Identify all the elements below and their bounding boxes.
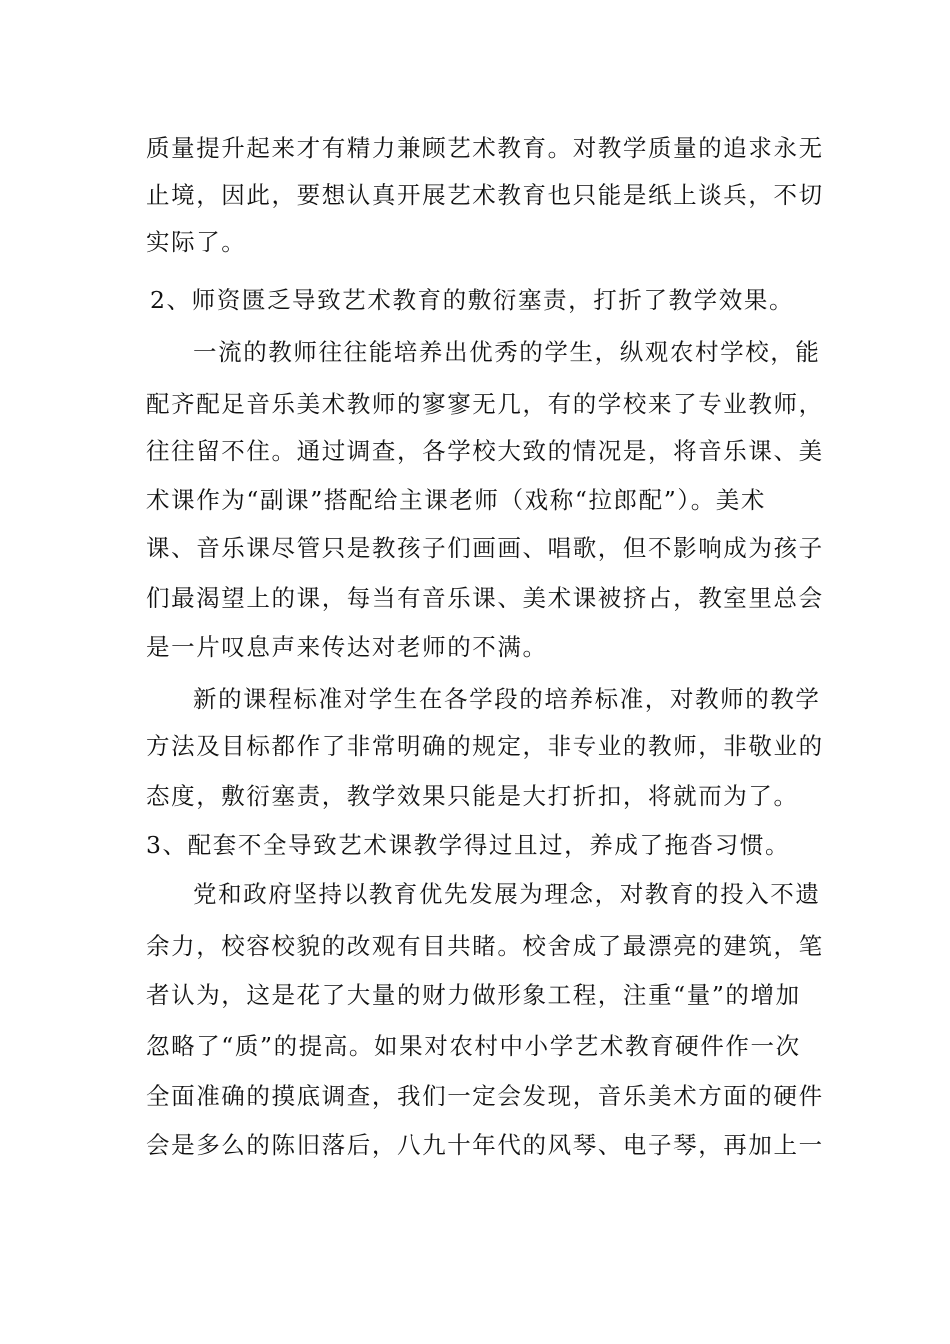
text-line: 术课作为“副课”搭配给主课老师（戏称“拉郎配”）。美术 [146,486,767,514]
text-line: 余力，校容校貌的改观有目共睹。校舍成了最漂亮的建筑，笔 [146,932,824,960]
text-line: 们最渴望上的课，每当有音乐课、美术课被挤占，教室里总会 [146,584,824,612]
text-line: 一流的教师往往能培养出优秀的学生，纵观农村学校，能 [193,338,821,366]
text-line: 党和政府坚持以教育优先发展为理念，对教育的投入不遗 [193,880,821,908]
text-line: 新的课程标准对学生在各学段的培养标准，对教师的教学 [193,685,821,713]
text-line: 全面准确的摸底调查，我们一定会发现，音乐美术方面的硬件 [146,1082,824,1110]
text-line: 课、音乐课尽管只是教孩子们画画、唱歌，但不影响成为孩子 [146,534,824,562]
text-line: 配齐配足音乐美术教师的寥寥无几，有的学校来了专业教师， [146,390,824,418]
text-line: 态度，敷衍塞责，教学效果只能是大打折扣，将就而为了。 [146,782,799,810]
text-line: 是一片叹息声来传达对老师的不满。 [146,633,548,661]
text-line: 质量提升起来才有精力兼顾艺术教育。对教学质量的追求永无 [146,134,824,162]
text-line: 止境，因此，要想认真开展艺术教育也只能是纸上谈兵，不切 [146,181,824,209]
text-line: 会是多么的陈旧落后，八九十年代的风琴、电子琴，再加上一 [146,1131,824,1159]
text-line: 忽略了“质”的提高。如果对农村中小学艺术教育硬件作一次 [146,1032,801,1060]
section-heading: 2、师资匮乏导致艺术教育的敷衍塞责，打折了教学效果。 [150,286,795,314]
text-line: 者认为，这是花了大量的财力做形象工程，注重“量”的增加 [146,981,801,1009]
section-heading: 3、配套不全导致艺术课教学得过且过，养成了拖沓习惯。 [146,831,791,859]
text-line: 实际了。 [146,228,247,256]
text-line: 方法及目标都作了非常明确的规定，非专业的教师，非敬业的 [146,732,824,760]
text-line: 往往留不住。通过调查，各学校大致的情况是，将音乐课、美 [146,437,824,465]
